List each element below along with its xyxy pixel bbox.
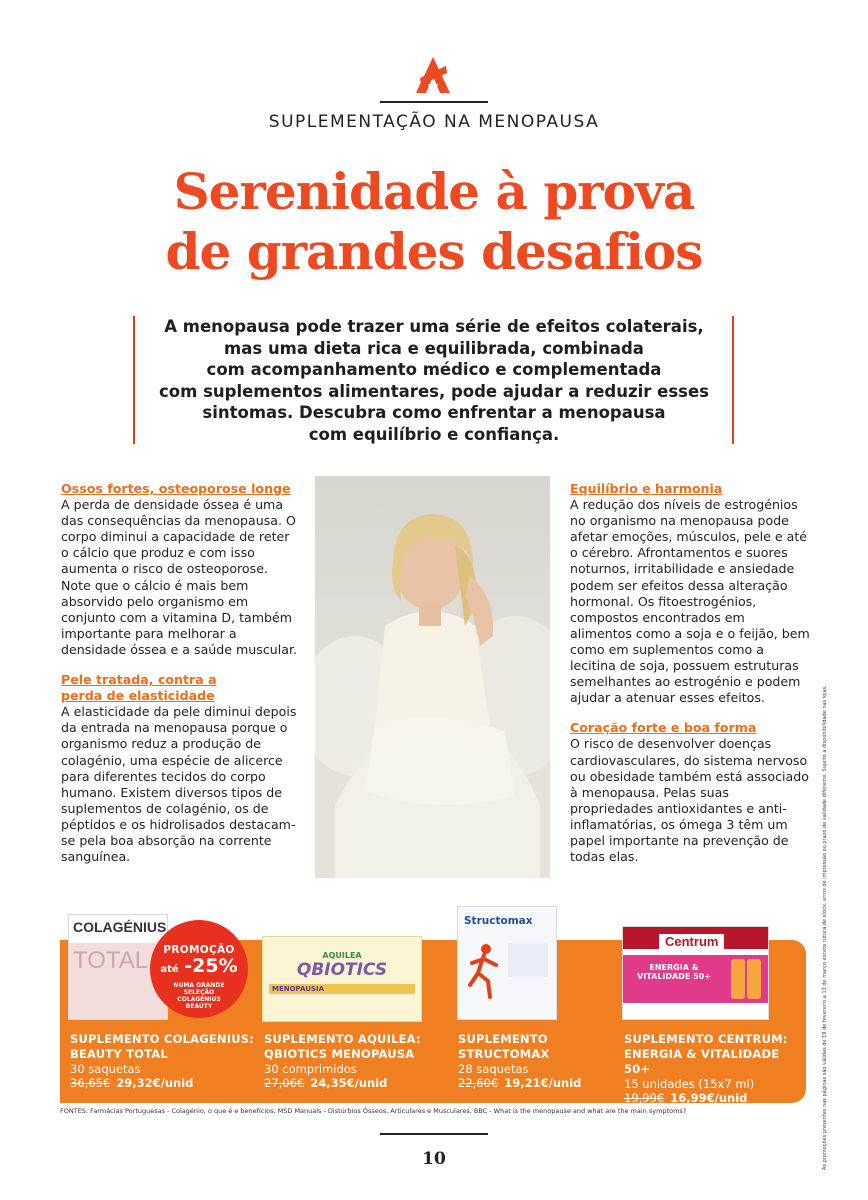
colagenius-pack-name: TOTAL [73,947,149,974]
photo-illustration [315,476,550,878]
product-name-line1: SUPLEMENTO [458,1032,548,1046]
centrum-brand: Centrum [659,934,724,949]
promo-until: até [160,964,179,975]
product-name-line1: SUPLEMENTO COLAGENIUS: [70,1032,255,1046]
intro-line: com acompanhamento médico e complementada [206,360,662,379]
section-body: O risco de desenvolver doenças cardiovasculares, do sistema nervoso ou obesidade também está associado à menopausa. Pelas suas propriedades antioxidantes e anti-inflamatórias, os ómega 3 têm um papel importante na prevenção de todas elas. [570,736,809,865]
product-price [624,1091,802,1106]
old-price: 19,99€ [624,1091,665,1105]
headline-line-1: Serenidade à prova [173,162,695,221]
product-structomax [458,1032,613,1091]
product-aquilea [264,1032,449,1091]
intro-line: A menopausa pode trazer uma série de efeitos colaterais, [164,317,704,336]
product-qty: 30 saquetas [70,1062,141,1076]
aquilea-pack [262,936,422,1022]
left-column [61,481,301,879]
intro-line: com suplementos alimentares, pode ajudar a reduzir esses [159,381,709,401]
product-name-line1: SUPLEMENTO AQUILEA: [264,1032,421,1046]
runner-icon [464,941,504,1001]
product-name-line1: SUPLEMENTO CENTRUM: [624,1032,788,1046]
promo-note: NUMA GRANDE SELEÇÃO COLAGENIUS BEAUTY [173,982,225,1010]
section-heading: Coração forte e boa forma [570,720,757,736]
section-heading: Pele tratada, contra a perda de elasticidade [61,672,217,704]
product-colagenius [70,1032,255,1091]
section-body: A redução dos níveis de estrogénios no organismo na menopausa pode afetar emoções, músculos, pele e até o cérebro. Afrontamentos e suores noturnos, irritabilidade e ansiedade podem ser efeitos dessa alteração hormonal. Os fitoestrogénios, compostos encontrados em alimentos como a soja e o feijão, bem como em suplementos como a lecitina de soja, possuem estruturas semelhantes ao estrogénio e podem ajudar a atenuar esses efeitos. [570,497,810,706]
new-price: 16,99€/unid [670,1091,748,1105]
intro-text [150,316,718,445]
product-name-line2: STRUCTOMAX [458,1047,550,1061]
product-price [264,1076,449,1091]
headline-line-2: de grandes desafios [165,222,703,281]
promo-label: PROMOÇÃO [163,944,235,956]
centrum-pack-name: ENERGIA & VITALIDADE 50+ [637,963,711,981]
top-divider [380,101,488,103]
product-qty: 28 saquetas [458,1062,529,1076]
intro-left-bar [133,316,135,444]
product-name-line2: BEAUTY TOTAL [70,1047,168,1061]
section-heading: Ossos fortes, osteoporose longe [61,481,291,496]
aquilea-pack-sub: MENOPAUSIA [269,984,415,994]
aquilea-pack-name: QBIOTICS [296,960,388,980]
intro-right-bar [732,316,734,444]
section-body: A elasticidade da pele diminui depois da entrada na menopausa porque o organismo reduz a produção de colagénio, uma espécie de alicerce para diferentes tecidos do corpo humano. Existem diversos tipos de suplementos de colagénio, os de péptidos e os hidrolisados destacam-se pela boa absorção na corrente sanguínea. [61,704,297,865]
bottom-divider [380,1133,488,1135]
product-qty: 15 unidades (15x7 ml) [624,1077,755,1091]
woman-photo [315,476,550,878]
old-price: 22,60€ [458,1076,499,1090]
section-heading: Equilíbrio e harmonia [570,481,723,496]
product-centrum [624,1032,802,1106]
centrum-pack [622,926,769,1020]
old-price: 36,65€ [70,1076,111,1090]
section-title: SUPLEMENTAÇÃO NA MENOPAUSA [268,112,600,132]
promo-badge [150,920,248,1018]
intro-line: com equilíbrio e confiança. [308,424,560,444]
page-number: 10 [422,1149,446,1169]
old-price: 27,06€ [264,1076,305,1090]
product-price [458,1076,613,1091]
aquilea-brand: AQUILEA [322,951,362,960]
structomax-info [508,943,548,977]
auchan-logo-icon [412,56,454,94]
new-price: 19,21€/unid [504,1076,582,1090]
legal-note-text: As promoções presentes nas páginas são válidas de 19 de fevereiro a 13 de março exceto rutura de stock, erros de impressão ou prazo de validade diferente. Sujeito a disponibilidade nas lojas. [822,685,828,1170]
new-price: 24,35€/unid [310,1076,388,1090]
section-body: A perda de densidade óssea é uma das consequências da menopausa. O corpo diminui a capacidade de reter o cálcio que produz e com isso aumenta o risco de osteoporose. Note que o cálcio é mais bem absorvido pelo organismo em conjunto com a vitamina D, também importante para melhorar a densidade óssea e a saúde muscular. [61,497,297,657]
headline [0,162,868,282]
new-price: 29,32€/unid [116,1076,194,1090]
legal-note [818,685,836,1170]
structomax-brand: Structomax [464,915,533,927]
promo-discount: -25% [184,955,238,977]
right-column [570,481,810,879]
product-name-line2: ENERGIA & VITALIDADE 50+ [624,1047,780,1076]
sources: FONTES: Farmácias Portuguesas - Colagénio, o que é e benefícios, MSD Manuals - Distúrbios Ósseos, Articulares e Musculares, BBC - What is the menopause and what are the main symptoms? [60,1107,687,1115]
colagenius-brand: COLAGÉNIUS [69,915,167,935]
intro-line: sintomas. Descubra como enfrentar a menopausa [202,403,666,422]
product-qty: 30 comprimidos [264,1062,357,1076]
product-price [70,1076,255,1091]
structomax-pack [457,906,557,1020]
product-name-line2: QBIOTICS MENOPAUSA [264,1047,415,1061]
intro-line: mas uma dieta rica e equilibrada, combinada [224,338,644,358]
